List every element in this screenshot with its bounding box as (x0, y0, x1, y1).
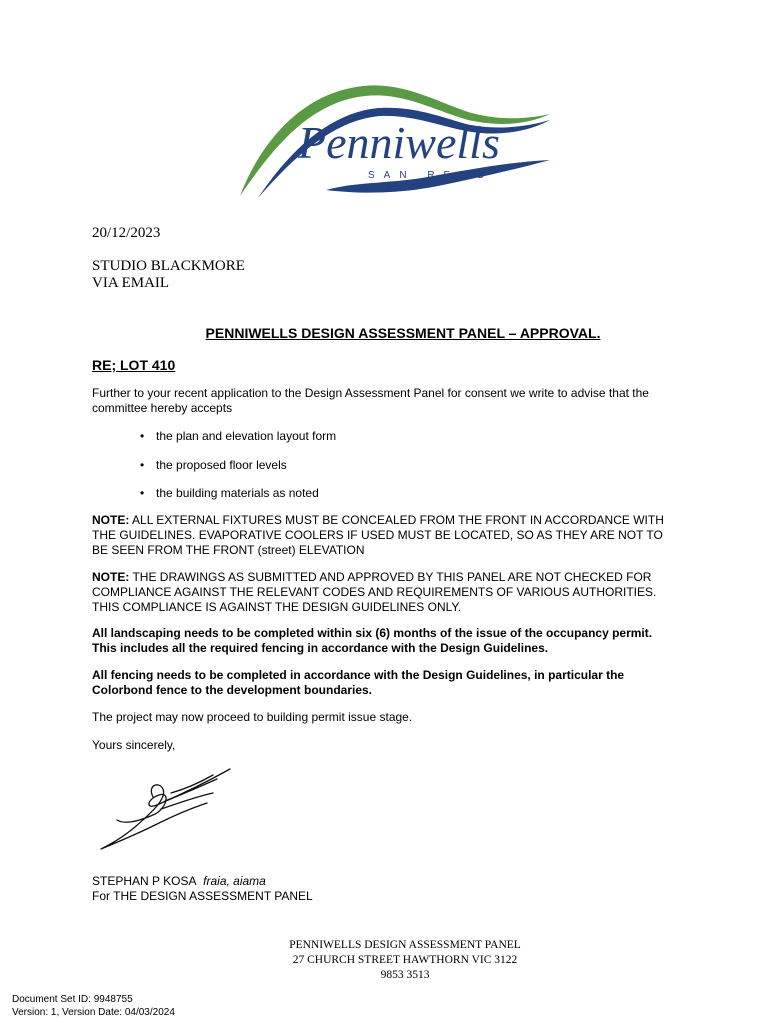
note-label: NOTE: (92, 570, 130, 584)
note-fixtures (92, 513, 716, 558)
note-label: NOTE: (92, 513, 130, 527)
logo-brand-text: Penniwells (298, 117, 500, 168)
landscaping-line: All landscaping needs to be completed within six (6) months of the issue of the occupancy permit. (92, 626, 653, 640)
signer-role: For THE DESIGN ASSESSMENT PANEL (92, 889, 313, 903)
recipient-block (92, 258, 245, 292)
closing-salutation: Yours sincerely, (92, 738, 176, 752)
note-text: COMPLIANCE AGAINST THE RELEVANT CODES AND REQUIREMENTS OF VARIOUS AUTHORITIES. (92, 585, 657, 599)
logo-tagline-text: SAN REMO (368, 170, 494, 181)
document-info (12, 993, 175, 1019)
signer-block (92, 874, 313, 904)
list-item: • the building materials as noted (140, 486, 336, 515)
fencing-line: Colorbond fence to the development boundaries. (92, 683, 373, 697)
fencing-paragraph (92, 668, 716, 698)
note-text: BE SEEN FROM THE FRONT (street) ELEVATION (92, 543, 365, 557)
letter-title: PENNIWELLS DESIGN ASSESSMENT PANEL – APPROVAL. (205, 325, 601, 341)
footer-phone: 9853 3513 (380, 969, 430, 981)
signer-name: STEPHAN P KOSA (92, 874, 197, 888)
letter-date: 20/12/2023 (92, 225, 161, 241)
landscaping-line: This includes all the required fencing in accordance with the Design Guidelines. (92, 641, 549, 655)
fencing-line: All fencing needs to be completed in accordance with the Design Guidelines, in particular the (92, 668, 625, 682)
handwritten-signature (95, 765, 240, 855)
recipient-delivery: VIA EMAIL (92, 275, 170, 291)
list-item: • the plan and elevation layout form (140, 429, 336, 458)
intro-paragraph (92, 386, 716, 416)
intro-line: committee hereby accepts (92, 401, 233, 415)
list-item: • the proposed floor levels (140, 458, 336, 487)
letterhead-footer (180, 938, 630, 983)
document-version: Version: 1, Version Date: 04/03/2024 (12, 1007, 175, 1018)
note-text: THE DRAWINGS AS SUBMITTED AND APPROVED BY THIS PANEL ARE NOT CHECKED FOR (129, 570, 652, 584)
note-text: THE GUIDELINES. EVAPORATIVE COOLERS IF USED MUST BE LOCATED, SO AS THEY ARE NOT TO (92, 528, 663, 542)
note-text: ALL EXTERNAL FIXTURES MUST BE CONCEALED FROM THE FRONT IN ACCORDANCE WITH (129, 513, 664, 527)
footer-address: 27 CHURCH STREET HAWTHORN VIC 3122 (292, 954, 518, 966)
document-set-id: Document Set ID: 9948755 (12, 994, 133, 1005)
re-line: RE; LOT 410 (92, 357, 176, 373)
note-text: THIS COMPLIANCE IS AGAINST THE DESIGN GUIDELINES ONLY. (92, 600, 462, 614)
signer-postnominals: fraia, aiama (203, 874, 266, 888)
proceed-paragraph: The project may now proceed to building permit issue stage. (92, 710, 413, 724)
accepted-items-list (140, 429, 336, 515)
penniwells-logo (228, 78, 558, 208)
note-compliance (92, 570, 716, 615)
landscaping-paragraph (92, 626, 716, 656)
recipient-name: STUDIO BLACKMORE (92, 258, 245, 274)
intro-line: Further to your recent application to the Design Assessment Panel for consent we write to advise that the (92, 386, 649, 400)
footer-org: PENNIWELLS DESIGN ASSESSMENT PANEL (289, 939, 521, 951)
